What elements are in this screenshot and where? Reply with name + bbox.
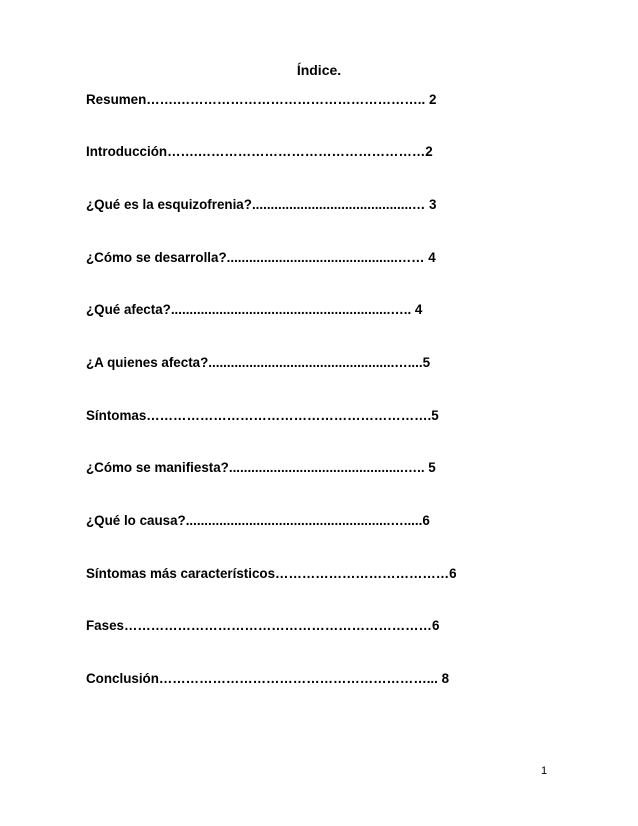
page-number: 1 [541,765,548,777]
toc-entry-conclusion: Conclusión……………………………………………………... 8 [86,671,450,686]
toc-entry-a-quienes-afecta: ¿A quienes afecta?..................................................…....5 [86,355,431,370]
toc-entry-resumen: Resumen…….……………………………………………….. 2 [86,92,437,107]
toc-entry-que-afecta: ¿Qué afecta?...........................................................….. 4 [86,302,423,317]
toc-entry-introduccion: Introducción…….……………………………………………2 [86,144,433,159]
toc-entry-sintomas-caracteristicos: Síntomas más característicos…………………………………6 [86,566,457,581]
toc-entry-fases: Fases……………………………………………………………6 [86,618,440,633]
toc-entry-que-es: ¿Qué es la esquizofrenia?...........................................… 3 [86,197,437,212]
toc-entry-como-se-desarrolla: ¿Cómo se desarrolla?..............................................…… 4 [86,250,436,265]
toc-entry-que-lo-causa: ¿Qué lo causa?.......................................................….....6 [86,513,430,528]
toc-entry-como-se-manifiesta: ¿Cómo se manifiesta?...............................................….. 5 [86,460,436,475]
toc-title [0,62,638,78]
toc-title-text: Índice. [296,62,342,78]
toc-entry-sintomas: Síntomas……………………………………………………….5 [86,408,439,423]
